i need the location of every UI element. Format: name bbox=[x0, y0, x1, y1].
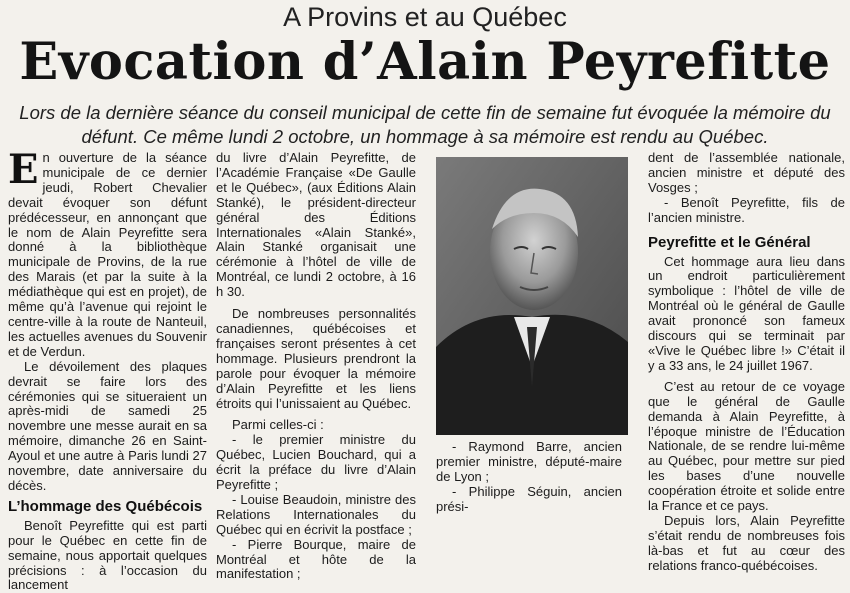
list-item: - le premier ministre du Québec, Lucien Bouchard, qui a écrit la préface du livre d’Alain Peyrefitte ; bbox=[216, 432, 416, 493]
paragraph: dent de l’assemblée nationale, ancien ministre et député des Vosges ; bbox=[648, 150, 845, 195]
paragraph: Le dévoilement des plaques devrait se faire lors des cérémonies qui se situeraient un après-midi de samedi 25 novembre une messe aurait en sa mémoire, dimanche 26 en Saint-Ayoul et une autre à Paris lundi 27 novembre, date anniversaire du décès. bbox=[8, 358, 207, 493]
paragraph: Parmi celles-ci : bbox=[232, 417, 324, 433]
paragraph: Benoît Peyrefitte qui est parti pour le Québec en cette fin de semaine, nous apportait quelques précisions : à l’occasion du lancement bbox=[8, 517, 207, 593]
list-item: - Benoît Peyrefitte, fils de l’ancien ministre. bbox=[648, 194, 845, 225]
list-item: - Raymond Barre, ancien premier ministre, député-maire de Lyon ; bbox=[436, 439, 622, 484]
paragraph: du livre d’Alain Peyrefitte, de l’Académie Française «De Gaulle et le Québec», (aux Éditions Alain Stanké), le président-directeur général des Éditions Internationales «Alain Stanké», Alain Stanké organisait une cérémonie à l’hôtel de ville de Montréal, ce lundi 2 octobre, à 16 h 30. bbox=[216, 150, 416, 300]
section-heading: L’hommage des Québécois bbox=[8, 497, 203, 515]
list-item: - Pierre Bourque, maire de Montréal et hôte de la manifestation ; bbox=[216, 536, 416, 582]
photo-caption-column bbox=[436, 440, 622, 515]
article-column-4 bbox=[648, 151, 845, 574]
intro-text: n ouverture de la séance municipale de ce dernier jeudi, Robert Chevalier devait évoquer son défunt prédécesseur, en annonçant que le nom de Alain Peyrefitte sera donné à la bibliothèque municipale de Provins, de la rue des Marais (et par la suite à la médiathèque qui est en projet), de même qu’à l’avenue qui rejoint le centre-ville à la route de Nanteuil, les actuelles avenues du Souvenir et de Verdun. bbox=[8, 150, 207, 359]
kicker: A Provins et au Québec bbox=[283, 2, 567, 32]
portrait-illustration bbox=[436, 157, 628, 435]
section-heading: Peyrefitte et le Général bbox=[648, 233, 811, 251]
portrait-photo bbox=[436, 157, 628, 435]
list-item: - Philippe Séguin, ancien prési- bbox=[436, 483, 622, 514]
drop-cap: E bbox=[8, 146, 39, 193]
article-column-1 bbox=[8, 146, 207, 593]
paragraph: C’est au retour de ce voyage que le général de Gaulle demanda à Alain Peyrefitte, à l’époque ministre de l’Éducation Nationale, de se rendre lui-même au Québec, pour mettre sur pied les bases d’une nouvelle coopération étroite et solide entre la France et ce pays. bbox=[648, 378, 845, 514]
paragraph: Cet hommage aura lieu dans un endroit particulièrement symbolique : l’hôtel de ville de Montréal où le général de Gaulle avait prononcé son fameux discours qui se terminait par «Vive le Québec libre !» C’était il y a 33 ans, le 24 juillet 1967. bbox=[648, 253, 845, 373]
headline: Evocation d’Alain Peyrefitte bbox=[19, 32, 831, 92]
intro-paragraph bbox=[8, 146, 207, 360]
standfirst: Lors de la dernière séance du conseil municipal de cette fin de semaine fut évoquée la mémoire du défunt. Ce même lundi 2 octobre, un hommage à sa mémoire est rendu au Québec. bbox=[19, 102, 831, 147]
list-item: - Louise Beaudoin, ministre des Relations Internationales du Québec qui en écrivit la postface ; bbox=[216, 491, 416, 537]
paragraph: De nombreuses personnalités canadiennes, québécoises et françaises seront présentes à cet hommage. Plusieurs prendront la parole pour évoquer la mémoire d’Alain Peyrefitte et les liens étroits qui l’unissaient au Québec. bbox=[216, 306, 416, 411]
article-column-2 bbox=[216, 151, 416, 582]
paragraph: Depuis lors, Alain Peyrefitte s’était rendu de nombreuses fois là-bas et fut au cœur des relations franco-québécoises. bbox=[648, 512, 845, 573]
